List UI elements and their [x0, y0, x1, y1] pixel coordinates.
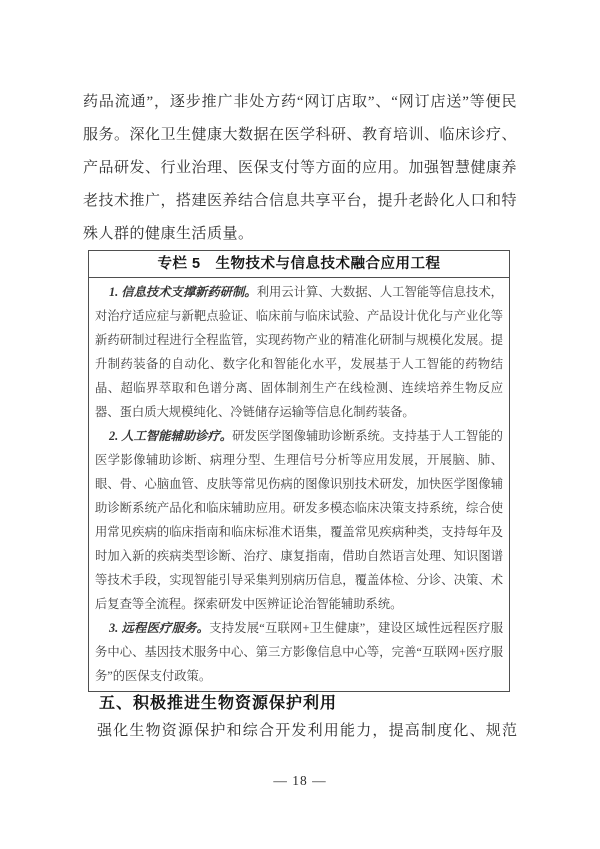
- box-paragraph-2-text: 研发医学图像辅助诊断系统。支持基于人工智能的医学影像辅助诊断、病理分型、生理信号分析等应用发展，开展脑、肺、眼、骨、心脑血管、皮肤等常见伤病的图像识别技术研发，加快医学图像辅助诊断系统产品化和临床辅助应用。研发多模态临床决策支持系统，综合使用常见疾病的临床指南和临床标准术语集，覆盖常见疾病种类，支持每年及时加入新的疾病类型诊断、治疗、康复指南，借助自然语言处理、知识图谱等技术手段，实现智能引导采集判别病历信息，覆盖体检、分诊、决策、术后复查等全流程。探索研发中医辨证论治智能辅助系统。: [95, 429, 503, 611]
- box-paragraph-1-text: 利用云计算、大数据、人工智能等信息技术，对治疗适应症与新靶点验证、临床前与临床试验、产品设计优化与产业化等新药研制过程进行全程监管，实现药物产业的精准化研制与规模化发展。提升制药装备的自动化、数字化和智能化水平，发展基于人工智能的药物结晶、超临界萃取和色谱分离、固体制剂生产在线检测、连续培养生物反应器、蛋白质大规模纯化、冷链储存运输等信息化制药装备。: [95, 285, 503, 419]
- box-paragraph-2-lead: 2. 人工智能辅助诊疗。: [109, 429, 233, 443]
- closing-paragraph: 强化生物资源保护和综合开发利用能力，提高制度化、规范: [97, 723, 517, 739]
- box-paragraph-3-lead: 3. 远程医疗服务。: [109, 621, 210, 635]
- column-box-body: [89, 278, 509, 691]
- box-paragraph-1-lead: 1. 信息技术支撑新药研制。: [109, 285, 257, 299]
- intro-paragraph: 药品流通”，逐步推广非处方药“网订店取”、“网订店送”等便民服务。深化卫生健康大数据在医学科研、教育培训、临床诊疗、产品研发、行业治理、医保支付等方面的应用。加强智慧健康养老技术推广，搭建医养结合信息共享平台，提升老龄化人口和特殊人群的健康生活质量。: [83, 94, 518, 242]
- feature-column-box: [88, 250, 510, 692]
- section-heading: 五、积极推进生物资源保护利用: [99, 695, 338, 712]
- box-paragraph-3: [95, 616, 503, 688]
- box-paragraph-1: [95, 280, 503, 424]
- column-box-title: 专栏 5 生物技术与信息技术融合应用工程: [89, 251, 509, 278]
- page-number: — 18 —: [273, 773, 327, 788]
- box-paragraph-2: [95, 424, 503, 616]
- box-paragraph-3-text: 支持发展“互联网+卫生健康”，建设区域性远程医疗服务中心、基因技术服务中心、第三方影像信息中心等，完善“互联网+医疗服务”的医保支付政策。: [95, 621, 503, 683]
